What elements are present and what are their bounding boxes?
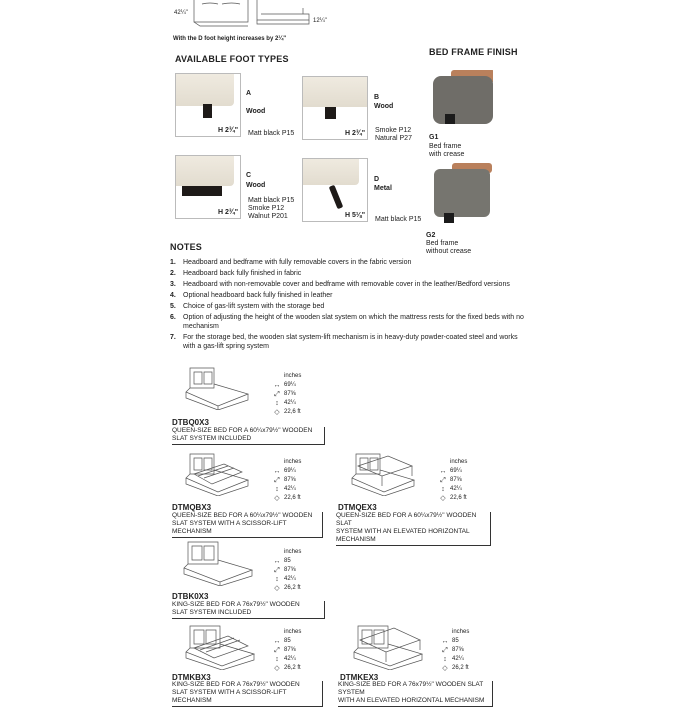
bed-drawing-dtmkbx3 — [184, 624, 256, 670]
dims-dtmqbx3: inches ↔ 69¼ ⤢ 87⅝ ↕ 42¼ ◇ 22,6 ft — [270, 458, 301, 503]
foot-c-letter: C — [246, 172, 252, 179]
product-description: QUEEN-SIZE BED FOR A 60¼x79½" WOODEN SLAT SYSTEM WITH A SCISSOR-LIFT MECHANISM — [172, 512, 323, 538]
foot-a-type: Wood — [246, 108, 266, 115]
foot-b-letter: B — [374, 94, 380, 101]
foot-height-note: With the D foot height increases by 2¼" — [173, 36, 287, 42]
finish-g1-line-2: with crease — [429, 151, 465, 158]
finish-g2-image — [426, 163, 492, 227]
dims-dtmkex3: inches ↔ 85 ⤢ 87⅝ ↕ 42¼ ◇ 26,2 ft — [438, 628, 469, 673]
double-arrow-horizontal-icon: ↔ — [273, 468, 281, 475]
double-arrow-diagonal-icon: ⤢ — [442, 647, 448, 654]
product-code: DTBK0X3 — [172, 592, 209, 601]
top-bed-drawing-left — [190, 0, 252, 28]
note-item: 1. Headboard and bedframe with fully removable covers in the fabric version — [170, 259, 412, 266]
finish-g1-line-1: Bed frame — [429, 143, 462, 150]
note-item: 4. Optional headboard back fully finished in leather — [170, 292, 333, 299]
product-description: KING-SIZE BED FOR A 76x79½" WOODEN SLAT SYSTEM WITH A SCISSOR-LIFT MECHANISM — [172, 681, 323, 707]
product-code: DTMQBX3 — [172, 503, 212, 512]
foot-a-letter: A — [246, 90, 252, 97]
note-item: 6. Option of adjusting the height of the wooden slat system on which the mattress rests for the fixed beds with no mechanism — [170, 314, 524, 330]
finish-g1-image — [429, 66, 493, 130]
bed-drawing-dtmqbx3 — [184, 452, 250, 496]
product-code: DTMKBX3 — [172, 673, 211, 682]
area-icon: ◇ — [274, 409, 280, 416]
product-description: KING-SIZE BED FOR A 76x79½" WOODEN SLAT SYSTEM WITH AN ELEVATED HORIZONTAL MECHANISM — [338, 681, 493, 707]
foot-b-height: H 2¾" — [345, 130, 366, 137]
product-description: KING-SIZE BED FOR A 76x79½" WOODEN SLAT SYSTEM INCLUDED — [172, 601, 325, 619]
double-arrow-diagonal-icon: ⤢ — [274, 477, 280, 484]
foot-c-finish-3: Walnut P201 — [248, 213, 288, 220]
foot-c-finish-2: Smoke P12 — [248, 205, 285, 212]
product-code: DTBQ0X3 — [172, 418, 209, 427]
area-icon: ◇ — [274, 495, 280, 502]
bed-drawing-dtbq0x3 — [184, 366, 250, 410]
double-arrow-vertical-icon: ↕ — [275, 486, 279, 493]
top-dim-left: 42¼" — [174, 10, 188, 16]
dims-dtbq0x3: inches ↔ 69¼ ⤢ 87⅝ ↕ 42¼ ◇ 22,6 ft — [270, 372, 301, 417]
foot-d-finish-1: Matt black P15 — [375, 216, 422, 223]
note-item: 5. Choice of gas-lift system with the storage bed — [170, 303, 325, 310]
bed-drawing-dtmqex3 — [350, 452, 416, 496]
foot-a-height: H 2¾" — [218, 127, 239, 134]
double-arrow-vertical-icon: ↕ — [275, 656, 279, 663]
double-arrow-horizontal-icon: ↔ — [273, 638, 281, 645]
double-arrow-horizontal-icon: ↔ — [439, 468, 447, 475]
foot-b-finish-2: Natural P27 — [375, 135, 412, 142]
double-arrow-vertical-icon: ↕ — [443, 656, 447, 663]
double-arrow-diagonal-icon: ⤢ — [274, 567, 280, 574]
notes-list — [170, 258, 530, 353]
frame-finish-heading: BED FRAME FINISH — [429, 47, 518, 57]
foot-types-heading: AVAILABLE FOOT TYPES — [175, 54, 289, 64]
top-bed-drawing-right — [255, 0, 315, 28]
double-arrow-horizontal-icon: ↔ — [273, 382, 281, 389]
foot-c-height: H 2¾" — [218, 209, 239, 216]
product-description: QUEEN-SIZE BED FOR A 60¼x79½" WOODEN SLAT SYSTEM WITH AN ELEVATED HORIZONTAL MECHANISM — [336, 512, 491, 546]
double-arrow-horizontal-icon: ↔ — [441, 638, 449, 645]
product-code: DTMKEX3 — [340, 673, 379, 682]
bed-drawing-dtmkex3 — [352, 624, 424, 670]
double-arrow-diagonal-icon: ⤢ — [274, 647, 280, 654]
foot-d-height: H 5⅛" — [345, 212, 366, 219]
area-icon: ◇ — [274, 665, 280, 672]
double-arrow-vertical-icon: ↕ — [275, 400, 279, 407]
note-item: 3. Headboard with non-removable cover and bedframe with removable cover in the leather/Bedford versions — [170, 281, 510, 288]
double-arrow-vertical-icon: ↕ — [275, 576, 279, 583]
finish-g2-line-1: Bed frame — [426, 240, 459, 247]
foot-b-finish-1: Smoke P12 — [375, 127, 412, 134]
area-icon: ◇ — [274, 585, 280, 592]
product-code: DTMQEX3 — [338, 503, 377, 512]
top-dim-right: 12¼" — [313, 18, 327, 24]
note-item: 7. For the storage bed, the wooden slat system-lift mechanism is in heavy-duty powder-coated steel and works with a gas-lift spring system — [170, 334, 518, 350]
dims-dtmqex3: inches ↔ 69¼ ⤢ 87⅝ ↕ 42¼ ◇ 22,6 ft — [436, 458, 467, 503]
note-item: 2. Headboard back fully finished in fabric — [170, 270, 302, 277]
foot-d-type: Metal — [374, 185, 392, 192]
notes-heading: NOTES — [170, 242, 203, 252]
double-arrow-vertical-icon: ↕ — [441, 486, 445, 493]
bed-drawing-dtbk0x3 — [182, 540, 254, 586]
foot-c-finish-1: Matt black P15 — [248, 197, 295, 204]
foot-b-type: Wood — [374, 103, 394, 110]
product-description: QUEEN-SIZE BED FOR A 60¼x79½" WOODEN SLAT SYSTEM INCLUDED — [172, 427, 325, 445]
finish-g2-code: G2 — [426, 232, 436, 239]
double-arrow-horizontal-icon: ↔ — [273, 558, 281, 565]
double-arrow-diagonal-icon: ⤢ — [440, 477, 446, 484]
finish-g2-line-2: without crease — [426, 248, 472, 255]
foot-d-letter: D — [374, 176, 380, 183]
dims-dtmkbx3: inches ↔ 85 ⤢ 87⅝ ↕ 42¼ ◇ 26,2 ft — [270, 628, 301, 673]
finish-g1-code: G1 — [429, 134, 439, 141]
double-arrow-diagonal-icon: ⤢ — [274, 391, 280, 398]
foot-c-type: Wood — [246, 182, 266, 189]
area-icon: ◇ — [440, 495, 446, 502]
foot-a-finish-1: Matt black P15 — [248, 130, 295, 137]
area-icon: ◇ — [442, 665, 448, 672]
dims-dtbk0x3: inches ↔ 85 ⤢ 87⅝ ↕ 42¼ ◇ 26,2 ft — [270, 548, 301, 593]
